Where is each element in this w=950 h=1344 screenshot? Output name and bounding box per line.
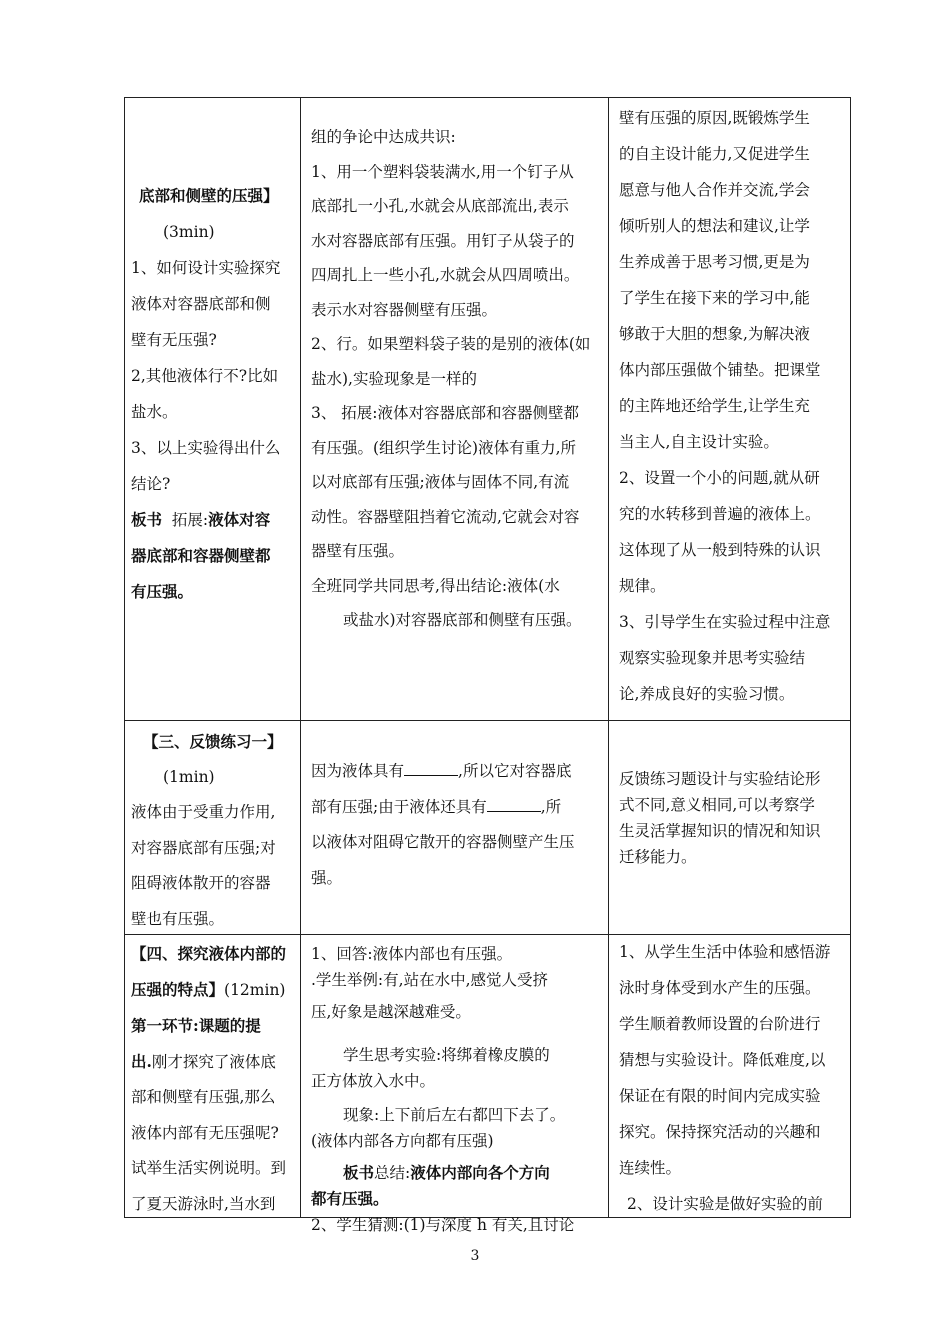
- student-activity-line: 器壁有压强。: [311, 542, 405, 560]
- design-intent-line: 的自主设计能力,又促进学生: [619, 145, 810, 163]
- summary-line: 对容器底部有压强;对: [131, 838, 276, 857]
- section-heading: 底部和侧壁的压强】: [139, 186, 279, 205]
- design-intent-line: 够敢于大胆的想象,为解决液: [619, 325, 810, 343]
- design-intent-line: 了学生在接下来的学习中,能: [619, 289, 810, 307]
- row3-left-cell: [131, 936, 299, 1222]
- design-intent-line: 式不同,意义相同,可以考察学: [619, 796, 815, 814]
- design-intent-line: 这体现了从一般到特殊的认识: [619, 541, 821, 559]
- exercise-line: 强。: [311, 868, 343, 887]
- design-intent-line: 壁有压强的原因,既锻炼学生: [619, 109, 810, 127]
- design-intent-line: 生灵活掌握知识的情况和知识: [619, 822, 821, 840]
- extension-label: 拓展:: [171, 511, 209, 529]
- exercise-line: 以液体对阻碍它散开的容器侧壁产生压: [311, 833, 575, 851]
- design-intent-line: 观察实验现象并思考实验结: [619, 649, 806, 667]
- board-note-text: 都有压强。: [311, 1189, 389, 1208]
- duration: (12min): [224, 980, 286, 999]
- board-note-text: 器底部和容器侧壁都: [131, 546, 271, 565]
- design-intent-line: 论,养成良好的实验习惯。: [619, 685, 795, 703]
- row-divider: [125, 720, 850, 721]
- student-activity-line: 2、学生猜测:(1)与深度 h 有关,且讨论: [311, 1216, 575, 1234]
- page-number: 3: [470, 1248, 480, 1264]
- row2-right-cell: [619, 766, 851, 870]
- exercise-text: ,所以它对容器底: [458, 762, 572, 780]
- design-intent-line: 泳时身体受到水产生的压强。: [619, 979, 821, 997]
- board-note-line: [131, 502, 299, 538]
- section-heading: 【三、反馈练习一】: [143, 732, 283, 751]
- row3-right-cell: [619, 934, 851, 1222]
- student-activity-line: 1、用一个塑料袋装满水,用一个钉子从: [311, 162, 574, 181]
- design-intent-line: 学生顺着教师设置的台阶进行: [619, 1015, 821, 1033]
- design-intent-line: 2、设置一个小的问题,就从研: [619, 469, 820, 487]
- exercise-line: [311, 754, 605, 790]
- design-intent-line: 保证在有限的时间内完成实验: [619, 1087, 821, 1105]
- student-activity-line: 四周扎上一些小孔,水就会从四周喷出。: [311, 266, 580, 284]
- student-activity-line: .学生举例:有,站在水中,感觉人受挤: [311, 971, 549, 989]
- student-activity-line: 以对底部有压强;液体与固体不同,有流: [311, 473, 570, 491]
- student-activity-line: 组的争论中达成共识:: [311, 128, 456, 146]
- board-note-line: [311, 1160, 605, 1186]
- student-activity-line: (液体内部各方向都有压强): [311, 1132, 494, 1150]
- design-intent-line: 究的水转移到普遍的液体上。: [619, 505, 821, 523]
- answer-blank: [487, 795, 541, 812]
- board-label: 板书: [131, 510, 163, 529]
- design-intent-line: 迁移能力。: [619, 848, 697, 866]
- board-label: 板书: [343, 1163, 375, 1182]
- student-activity-line: 学生思考实验:将绑着橡皮膜的: [343, 1046, 550, 1064]
- row1-right-cell: [619, 100, 851, 712]
- design-intent-line: 猜想与实验设计。降低难度,以: [619, 1051, 826, 1069]
- student-activity-line: 底部扎一小孔,水就会从底部流出,表示: [311, 197, 569, 215]
- summary-line: 壁也有压强。: [131, 909, 225, 928]
- step-heading: 第一环节:课题的提: [131, 1016, 261, 1035]
- exercise-line: [311, 790, 605, 826]
- step-line: 液体内部有无压强呢?: [131, 1123, 279, 1142]
- student-activity-line: 2、行。如果塑料袋子装的是别的液体(如: [311, 335, 591, 353]
- step-line: 部和侧壁有压强,那么: [131, 1088, 276, 1106]
- exercise-text: ,所: [540, 797, 562, 816]
- section-heading-line: [131, 972, 299, 1009]
- question-line: 液体对容器底部和侧: [131, 295, 271, 313]
- duration: (3min): [163, 223, 215, 241]
- design-intent-line: 1、从学生生活中体验和感悟游: [619, 943, 831, 961]
- question-line: 壁有无压强?: [131, 331, 217, 349]
- design-intent-line: 体内部压强做个铺垫。把课堂: [619, 361, 821, 379]
- row2-middle-cell: [311, 754, 605, 896]
- student-activity-line: 水对容器底部有压强。用钉子从袋子的: [311, 231, 575, 250]
- question-line: 盐水。: [131, 403, 178, 421]
- board-note-text: 有压强。: [131, 582, 194, 601]
- summary-line: 液体由于受重力作用,: [131, 803, 276, 821]
- row3-middle-cell: [311, 941, 605, 1238]
- design-intent-line: 当主人,自主设计实验。: [619, 433, 779, 451]
- summary-label: 总结:: [374, 1164, 411, 1182]
- step-text: 刚才探究了液体底: [151, 1052, 276, 1071]
- column-divider: [608, 98, 609, 1217]
- row2-left-cell: [131, 724, 299, 937]
- design-intent-line: 愿意与他人合作并交流,学会: [619, 181, 810, 199]
- student-activity-line: 正方体放入水中。: [311, 1072, 436, 1090]
- student-activity-line: 或盐水)对容器底部和侧壁有压强。: [343, 611, 582, 629]
- step-line: [131, 1044, 299, 1081]
- student-activity-line: 压,好象是越深越难受。: [311, 1003, 471, 1021]
- column-divider: [300, 98, 301, 1217]
- step-line: 试举生活实例说明。到: [131, 1159, 287, 1177]
- student-activity-line: 现象:上下前后左右都凹下去了。: [343, 1106, 566, 1124]
- row1-middle-cell: [311, 120, 605, 638]
- board-note-text: 液体内部向各个方向: [410, 1163, 550, 1182]
- student-activity-line: 盐水),实验现象是一样的: [311, 369, 477, 388]
- design-intent-line: 反馈练习题设计与实验结论形: [619, 770, 821, 788]
- board-note-text: 液体对容: [208, 510, 271, 529]
- question-line: 结论?: [131, 475, 171, 493]
- question-line: 1、如何设计实验探究: [131, 259, 281, 277]
- summary-line: 阻碍液体散开的容器: [131, 874, 271, 892]
- section-heading: 【四、探究液体内部的: [131, 944, 287, 963]
- student-activity-line: 表示水对容器侧壁有压强。: [311, 300, 498, 319]
- exercise-text: 部有压强;由于液体还具有: [311, 797, 487, 816]
- question-line: 3、以上实验得出什么: [131, 439, 281, 457]
- design-intent-line: 倾听别人的想法和建议,让学: [619, 217, 810, 235]
- step-line: 了夏天游泳时,当水到: [131, 1194, 276, 1213]
- design-intent-line: 2、设计实验是做好实验的前: [627, 1195, 823, 1213]
- question-line: 2,其他液体行不?比如: [131, 367, 279, 385]
- step-heading-part: 出.: [131, 1051, 152, 1071]
- design-intent-line: 规律。: [619, 577, 666, 595]
- lesson-table: [124, 97, 851, 1234]
- design-intent-line: 探究。保持探究活动的兴趣和: [619, 1123, 821, 1141]
- design-intent-line: 生养成善于思考习惯,更是为: [619, 253, 810, 271]
- design-intent-line: 3、引导学生在实验过程中注意: [619, 613, 831, 631]
- row1-left-cell: [131, 178, 299, 610]
- student-activity-line: 有压强。(组织学生讨论)液体有重力,所: [311, 438, 577, 457]
- student-activity-line: 1、回答:液体内部也有压强。: [311, 945, 513, 963]
- answer-blank: [404, 759, 458, 776]
- student-activity-line: 动性。容器壁阻挡着它流动,它就会对容: [311, 507, 580, 526]
- student-activity-line: 3、 拓展:液体对容器底部和容器侧壁都: [311, 404, 580, 422]
- student-activity-line: 全班同学共同思考,得出结论:液体(水: [311, 576, 560, 595]
- exercise-text: 因为液体具有: [311, 762, 405, 780]
- design-intent-line: 的主阵地还给学生,让学生充: [619, 397, 810, 415]
- section-heading-part: 压强的特点】: [131, 979, 225, 999]
- design-intent-line: 连续性。: [619, 1159, 682, 1177]
- duration: (1min): [163, 767, 215, 786]
